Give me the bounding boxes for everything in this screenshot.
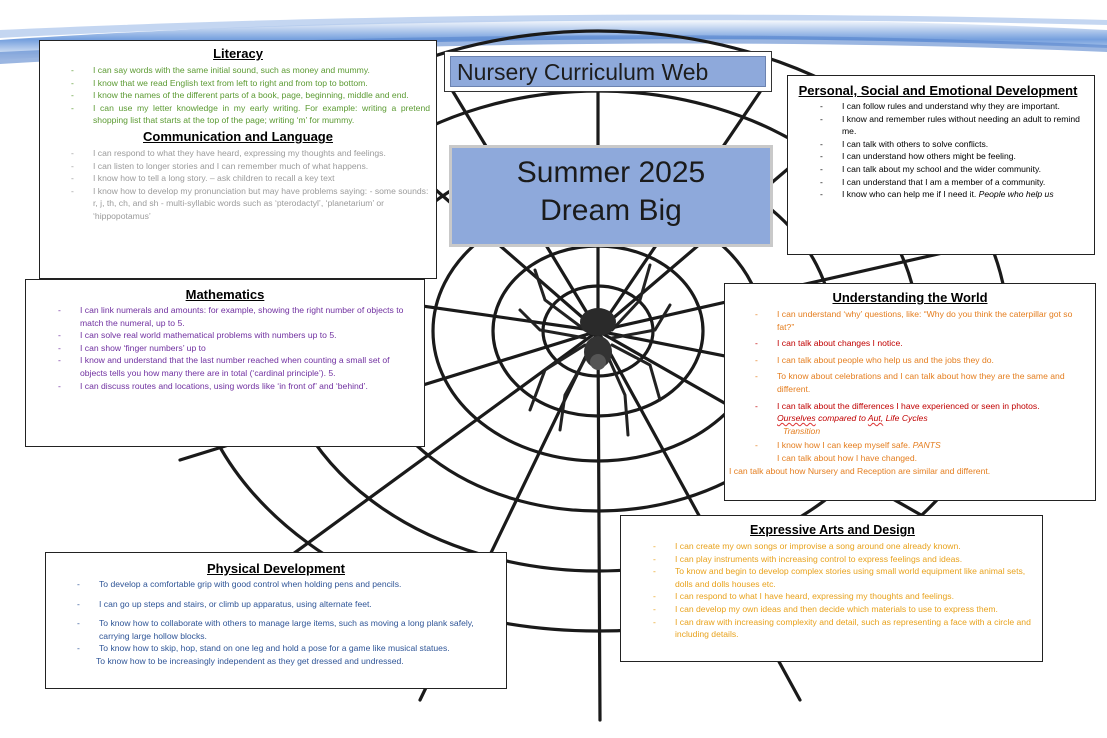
psed-item: - I know and remember rules without needing an adult to remind me. [842,113,1084,138]
term-title: Summer 2025 [516,156,706,189]
utw-item: - I can understand ‘why’ questions, like: “Why do you think the caterpillar got so fat?” [777,308,1091,333]
ead-item: - I can create my own songs or improvise a song around one already known. [675,540,1034,553]
title-box [444,51,772,92]
utw-item-text: I can talk about how I have changed. [777,452,917,463]
ead-item: - I can play instruments with increasing control to express feelings and ideas. [675,553,1034,566]
mathematics-heading: Mathematics [185,287,265,302]
pd-item: - To know how to collaborate with others to manage large items, such as moving a long plank safely, carrying large hollow blocks. [99,617,496,642]
literacy-item: - I know the names of the different parts of a book, page, beginning, middle and end. [93,89,430,102]
maths-item: - I can show ‘finger numbers’ up to [80,342,410,355]
pd-item: - To know how to skip, hop, stand on one leg and hold a pose for a game like musical statues. [99,642,496,655]
psed-item [842,188,1084,201]
literacy-item: - I can use my letter knowledge in my early writing. For example: writing a pretend shopping list that starts at the top of the page; writing ‘m’ for mummy. [93,102,430,127]
psed-item-text: I know who can help me if I need it. [842,189,977,200]
literacy-item: - I know that we read English text from left to right and from top to bottom. [93,77,430,90]
utw-note-d: Life Cycles [883,413,928,424]
utw-item: - I can talk about people who help us and the jobs they do. [777,354,1091,367]
ead-item: - I can respond to what I have heard, expressing my thoughts and feelings. [675,590,1034,603]
psed-item: - I can understand that I am a member of a community. [842,176,1084,189]
ead-item: - I can draw with increasing complexity and detail, such as representing a face with a circle and including details. [675,616,1034,641]
maths-item: - I know and understand that the last number reached when counting a small set of objects tells you how many there are in total (‘cardinal principle’). 5. [80,354,410,379]
utw-item-text: I can talk about the differences I have experienced or seen in photos. [777,400,1040,411]
literacy-heading: Literacy [213,46,263,61]
utw-note-a: Ourselves [777,413,816,424]
literacy-box [39,40,437,279]
term-banner [449,145,773,247]
maths-item: - I can discuss routes and locations, using words like ‘in front of’ and ‘behind’. [80,380,410,393]
psed-item: - I can talk about my school and the wider community. [842,163,1084,176]
utw-note [777,413,928,423]
pd-item: To know how to be increasingly independent as they get dressed and undressed. [96,655,404,666]
utw-note-pants: PANTS [912,440,941,451]
utw-item: I can talk about how Nursery and Reception are similar and different. [729,465,991,476]
maths-item: - I can link numerals and amounts: for example, showing the right number of objects to match the numeral, up to 5. [80,304,410,329]
communication-item: - I can listen to longer stories and I can remember much of what happens. [93,160,430,173]
page-title: Nursery Curriculum Web [450,56,766,87]
utw-item-text: I know how I can keep myself safe. [777,440,911,451]
communication-item: - I know how to tell a long story. – ask children to recall a key text [93,172,430,185]
utw-item: - I can talk about changes I notice. [777,337,1091,350]
utw-item: - To know about celebrations and I can talk about how they are the same and different. [777,370,1091,395]
pd-box [45,552,507,689]
pd-item: - I can go up steps and stairs, or climb up apparatus, using alternate feet. [99,598,496,611]
utw-item [777,400,1091,438]
ead-heading: Expressive Arts and Design [750,523,915,537]
psed-item: - I can talk with others to solve conflicts. [842,138,1084,151]
utw-box [724,283,1096,501]
communication-item: - I can respond to what they have heard, expressing my thoughts and feelings. [93,147,430,160]
ead-item: - I can develop my own ideas and then decide which materials to use to express them. [675,603,1034,616]
pd-heading: Physical Development [207,561,345,576]
pd-item: - To develop a comfortable grip with good control when holding pens and pencils. [99,578,496,591]
mathematics-box [25,279,425,447]
psed-item: - I can understand how others might be feeling. [842,150,1084,163]
ead-box [620,515,1043,662]
literacy-item: - I can say words with the same initial sound, such as money and mummy. [93,64,430,77]
ead-item: - To know and begin to develop complex stories using small world equipment like animal sets, dolls and dolls houses etc. [675,565,1034,590]
psed-heading: Personal, Social and Emotional Development [798,83,1078,98]
psed-box [787,75,1095,255]
communication-item: - I know how to develop my pronunciation but may have problems saying: - some sounds: r, j, th, ch, and sh - multi-syllabic words such as ‘pterodactyl’, ‘planetarium’ or ‘hippopotamus’ [93,185,430,223]
communication-heading: Communication and Language [143,128,333,144]
utw-note-c: Aut, [867,413,884,424]
utw-note-b: compared to [815,413,868,424]
utw-item [777,439,1091,464]
utw-note-transition: Transition [783,425,821,436]
psed-note: People who help us [978,189,1054,200]
maths-item: - I can solve real world mathematical problems with numbers up to 5. [80,329,410,342]
theme-title: Dream Big [540,194,682,227]
psed-item: - I can follow rules and understand why they are important. [842,100,1084,113]
utw-heading: Understanding the World [832,290,988,305]
